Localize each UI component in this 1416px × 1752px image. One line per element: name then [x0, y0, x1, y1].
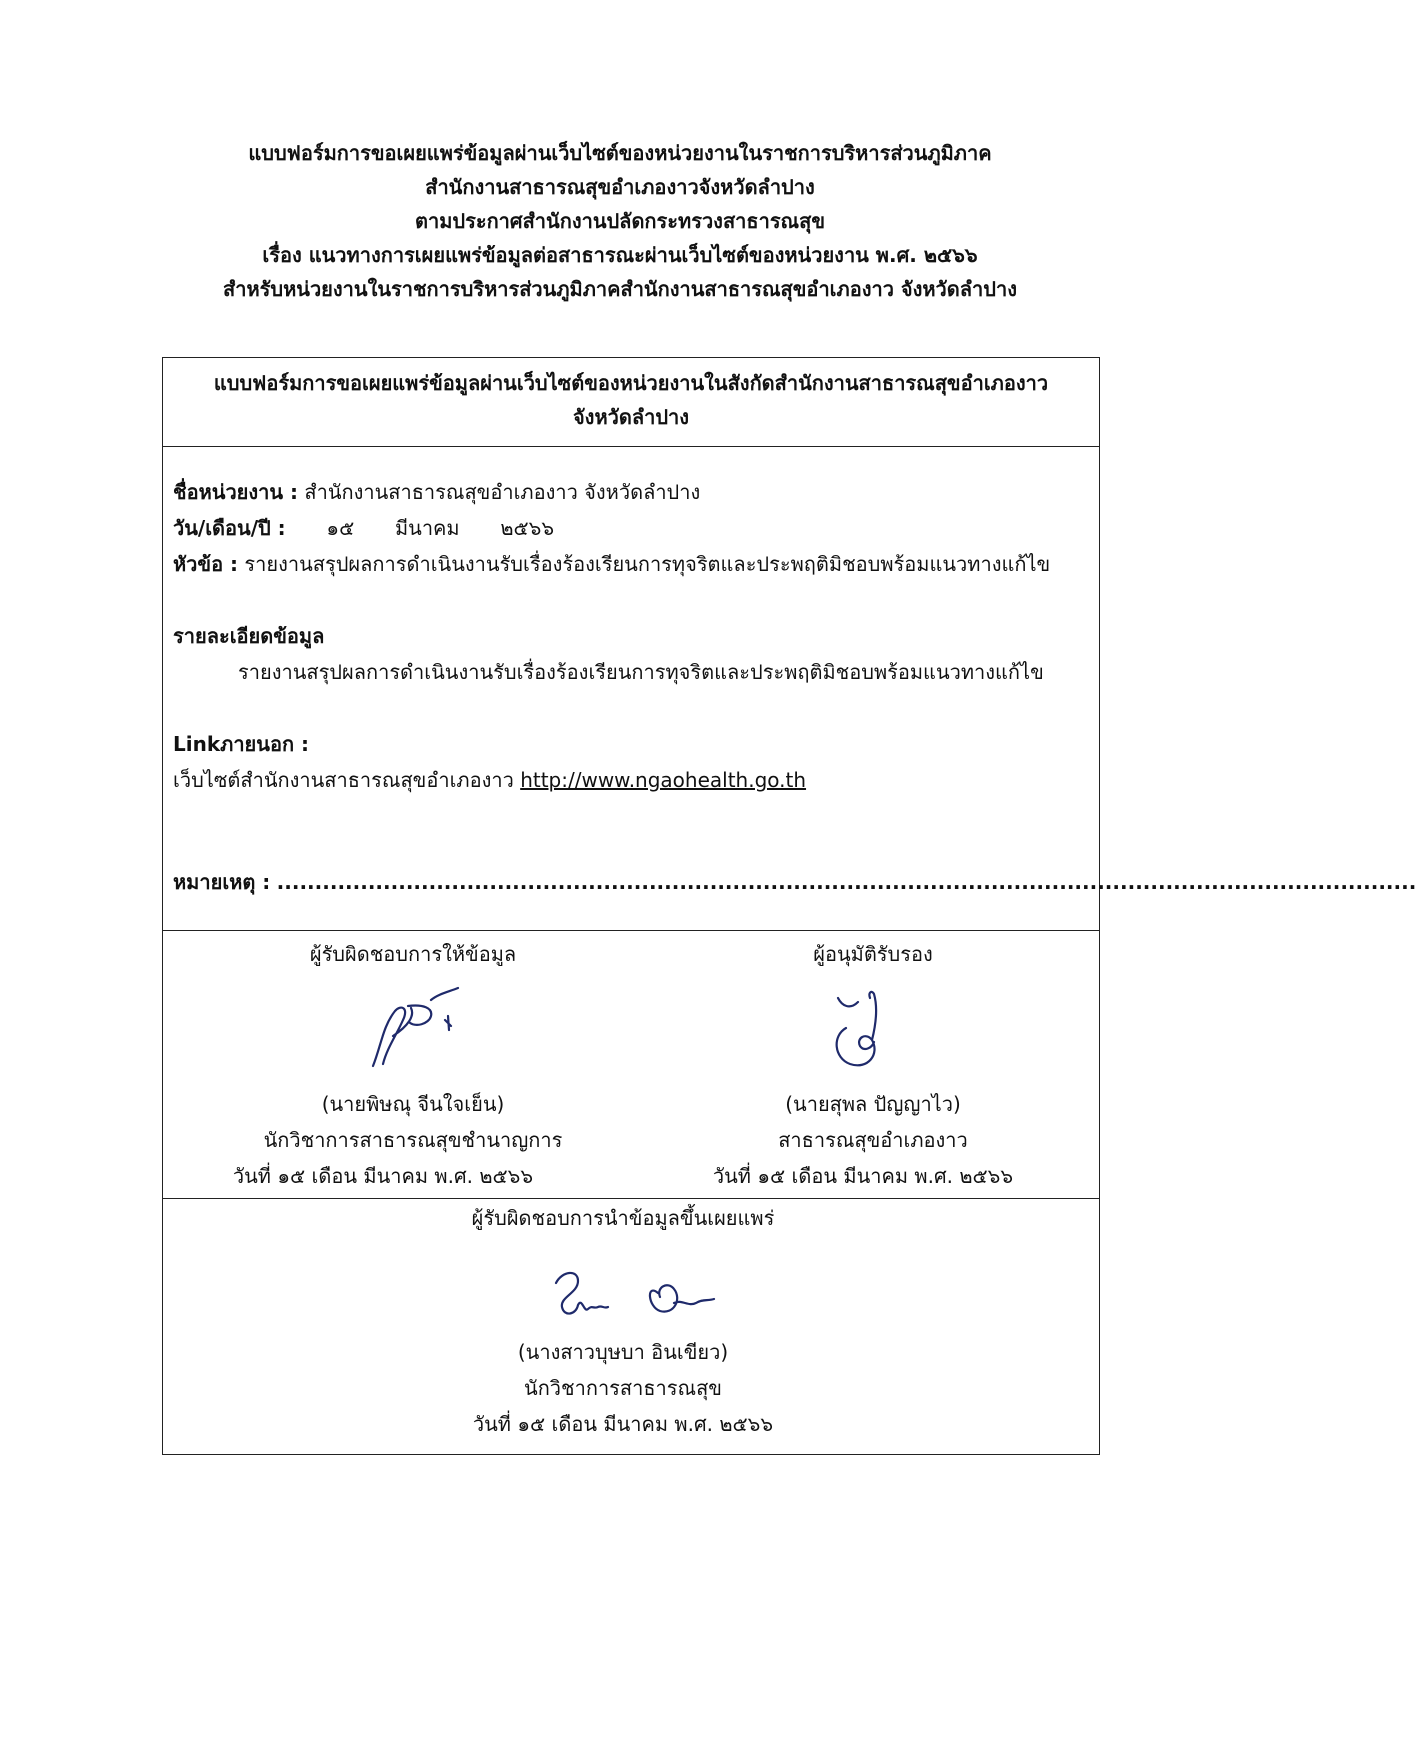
- divider-title: [163, 446, 1099, 447]
- website-link[interactable]: http://www.ngaohealth.go.th: [520, 768, 807, 792]
- detail-value: รายงานสรุปผลการดำเนินงานรับเรื่องร้องเรียนการทุจริตและประพฤติมิชอบพร้อมแนวทางแก้ไข: [238, 660, 1044, 684]
- topic-label: หัวข้อ :: [173, 552, 239, 576]
- link-field: [173, 764, 806, 796]
- topic-field: [173, 548, 1050, 580]
- detail-heading: [173, 620, 324, 652]
- bottom-signature: [548, 1263, 718, 1333]
- topic-value: รายงานสรุปผลการดำเนินงานรับเรื่องร้องเรียนการทุจริตและประพฤติมิชอบพร้อมแนวทางแก้ไข: [244, 552, 1051, 576]
- bottom-date: วันที่ ๑๕ เดือน มีนาคม พ.ศ. ๒๕๖๖: [472, 1412, 774, 1436]
- date-field: [173, 512, 554, 544]
- document-header: [100, 136, 1140, 306]
- left-role: ผู้รับผิดชอบการให้ข้อมูล: [309, 942, 517, 966]
- divider-publisher: [163, 1198, 1099, 1199]
- form-title-line-1: แบบฟอร์มการขอเผยแพร่ข้อมูลผ่านเว็บไซต์ของหน่วยงานในสังกัดสำนักงานสาธารณสุขอำเภองาว: [213, 371, 1049, 395]
- unit-label: ชื่อหน่วยงาน :: [173, 480, 299, 504]
- right-role: ผู้อนุมัติรับรอง: [813, 942, 933, 966]
- remark-dots: ......................................................................................................................................................: [276, 870, 1416, 894]
- right-name: (นายสุพล ปัญญาไว): [785, 1092, 961, 1116]
- bottom-role: ผู้รับผิดชอบการนำข้อมูลขึ้นเผยแพร่: [471, 1206, 775, 1230]
- left-name: (นายพิษณุ จีนใจเย็น): [321, 1092, 505, 1116]
- header-line-2: สำนักงานสาธารณสุขอำเภองาวจังหวัดลำปาง: [425, 175, 815, 199]
- header-line-4: เรื่อง แนวทางการเผยแพร่ข้อมูลต่อสาธารณะผ่านเว็บไซต์ของหน่วยงาน พ.ศ. ๒๕๖๖: [262, 243, 978, 267]
- link-prefix: เว็บไซต์สำนักงานสาธารณสุขอำเภองาว: [173, 768, 514, 792]
- right-signature: [828, 988, 908, 1078]
- divider-signatures: [163, 930, 1099, 931]
- header-line-5: สำหรับหน่วยงานในราชการบริหารส่วนภูมิภาคสำนักงานสาธารณสุขอำเภองาว จังหวัดลำปาง: [223, 277, 1017, 301]
- header-line-1: แบบฟอร์มการขอเผยแพร่ข้อมูลผ่านเว็บไซต์ของหน่วยงานในราชการบริหารส่วนภูมิภาค: [248, 141, 992, 165]
- date-day: ๑๕: [326, 516, 355, 540]
- remark-label: หมายเหตุ :: [173, 870, 271, 894]
- left-date: วันที่ ๑๕ เดือน มีนาคม พ.ศ. ๒๕๖๖: [232, 1164, 534, 1188]
- date-year: ๒๕๖๖: [500, 516, 555, 540]
- header-line-3: ตามประกาศสำนักงานปลัดกระทรวงสาธารณสุข: [414, 209, 825, 233]
- right-date: วันที่ ๑๕ เดือน มีนาคม พ.ศ. ๒๕๖๖: [712, 1164, 1014, 1188]
- right-position: สาธารณสุขอำเภองาว: [778, 1128, 968, 1152]
- date-month: มีนาคม: [394, 516, 460, 540]
- date-label: วัน/เดือน/ปี :: [173, 516, 286, 540]
- bottom-name: (นางสาวบุษบา อินเขียว): [517, 1340, 729, 1364]
- left-position: นักวิชาการสาธารณสุขชำนาญการ: [263, 1128, 563, 1152]
- left-signature: [353, 986, 473, 1076]
- form-box: [162, 357, 1416, 1455]
- form-title-line-2: จังหวัดลำปาง: [572, 405, 690, 429]
- link-label: Linkภายนอก :: [173, 732, 310, 756]
- bottom-position: นักวิชาการสาธารณสุข: [524, 1376, 722, 1400]
- link-heading: [173, 728, 309, 760]
- unit-field: [173, 476, 700, 508]
- form-title: [163, 366, 1099, 434]
- remark-field: [173, 866, 1416, 898]
- unit-value: สำนักงานสาธารณสุขอำเภองาว จังหวัดลำปาง: [304, 480, 701, 504]
- detail-label: รายละเอียดข้อมูล: [173, 624, 325, 648]
